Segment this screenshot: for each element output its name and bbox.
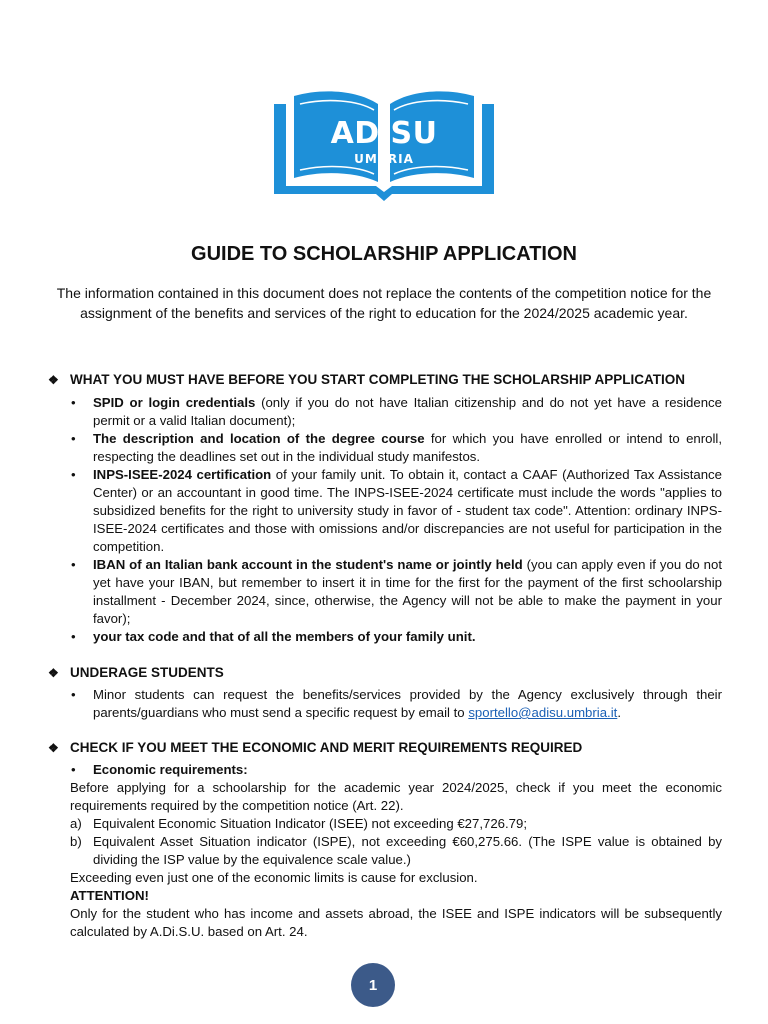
underage-list xyxy=(66,686,722,722)
section-heading-text: WHAT YOU MUST HAVE BEFORE YOU START COMPLETING THE SCHOLARSHIP APPLICATION xyxy=(70,372,686,387)
item-bold: IBAN of an Italian bank account in the student's name or jointly held xyxy=(93,557,523,572)
paragraph: Exceeding even just one of the economic limits is cause for exclusion. xyxy=(70,870,478,885)
diamond-bullet-icon: ❖ xyxy=(48,372,59,387)
item-text: (you can apply even if you do not yet have your IBAN, but remember to insert it in time for the first for the payment of the first schoolarship installment - December 2024, since, otherwise, the Agency will not be able to make the payment in your favor); xyxy=(93,557,722,626)
section-heading-underage xyxy=(48,665,224,680)
list-item xyxy=(66,466,722,556)
economic-sub-list xyxy=(66,761,722,779)
bullet-icon: • xyxy=(71,687,76,702)
item-text: (only if you do not have Italian citizenship and do not yet have a residence permit or a valid Italian document); xyxy=(93,395,722,428)
bullet-icon: • xyxy=(71,467,76,482)
bullet-icon: • xyxy=(71,629,76,644)
item-end: . xyxy=(617,705,621,720)
list-item xyxy=(66,628,722,646)
page-number: 1 xyxy=(351,963,395,1007)
list-item xyxy=(66,556,722,628)
section-heading-text: CHECK IF YOU MEET THE ECONOMIC AND MERIT REQUIREMENTS REQUIRED xyxy=(70,740,583,755)
item-text: of your family unit. To obtain it, contact a CAAF (Authorized Tax Assistance Center) or an accountant in good time. The INPS-ISEE-2024 certificate must include the words "applies to subsidized benefits for the right to university study in favor of - student tax code". Attention: ordinary INPS-ISEE-2024 certificates and those with omissions and/or discrepancies are not useful for participation in the competition. xyxy=(93,467,722,554)
item-label: a) xyxy=(70,816,82,831)
item-label: b) xyxy=(70,834,82,849)
list-item xyxy=(66,394,722,430)
section-heading-text: UNDERAGE STUDENTS xyxy=(70,665,224,680)
logo-name: ADiSU xyxy=(330,116,438,151)
section-heading-requirements xyxy=(48,372,685,387)
bullet-icon: • xyxy=(71,395,76,410)
item-bold: INPS-ISEE-2024 certification xyxy=(93,467,272,482)
sub-heading: Economic requirements: xyxy=(93,762,248,777)
diamond-bullet-icon: ❖ xyxy=(48,665,59,680)
section-heading-economic xyxy=(48,740,582,755)
intro-paragraph: The information contained in this document does not replace the contents of the competition notice for the assignment of the benefits and services of the right to education for the 2024/2025 academic year. xyxy=(56,285,712,321)
item-bold: The description and location of the degree course xyxy=(93,431,425,446)
requirements-list xyxy=(66,394,722,646)
lettered-item xyxy=(70,815,722,833)
list-item xyxy=(66,430,722,466)
adisu-logo xyxy=(272,86,496,202)
item-bold: SPID or login credentials xyxy=(93,395,256,410)
item-text: for which you have enrolled or intend to enroll, respecting the deadlines set out in the individual study manifestos. xyxy=(93,431,722,464)
paragraph: Before applying for a schoolarship for the academic year 2024/2025, check if you meet the economic requirements required by the competition notice (Art. 22). xyxy=(70,780,722,813)
logo-subtitle: UMBRIA xyxy=(354,152,414,166)
bullet-icon: • xyxy=(71,762,76,777)
lettered-item xyxy=(70,833,722,869)
attention-label: ATTENTION! xyxy=(70,888,149,903)
bullet-icon: • xyxy=(71,557,76,572)
item-text: Minor students can request the benefits/services provided by the Agency exclusively through their parents/guardians who must send a specific request by email to xyxy=(93,687,722,720)
item-bold: your tax code and that of all the members of your family unit. xyxy=(93,629,476,644)
item-text: Equivalent Economic Situation Indicator (ISEE) not exceeding €27,726.79; xyxy=(93,816,527,831)
economic-block xyxy=(70,779,722,941)
item-text: Equivalent Asset Situation indicator (ISPE), not exceeding €60,275.66. (The ISPE value is obtained by dividing the ISP value by the equivalence scale value.) xyxy=(93,834,722,867)
bullet-icon: • xyxy=(71,431,76,446)
paragraph: Only for the student who has income and assets abroad, the ISEE and ISPE indicators will be subsequently calculated by A.Di.S.U. based on Art. 24. xyxy=(70,906,722,939)
list-item xyxy=(66,761,722,779)
list-item xyxy=(66,686,722,722)
page-title: GUIDE TO SCHOLARSHIP APPLICATION xyxy=(191,243,577,265)
email-link[interactable]: sportello@adisu.umbria.it xyxy=(468,705,618,720)
diamond-bullet-icon: ❖ xyxy=(48,740,59,755)
